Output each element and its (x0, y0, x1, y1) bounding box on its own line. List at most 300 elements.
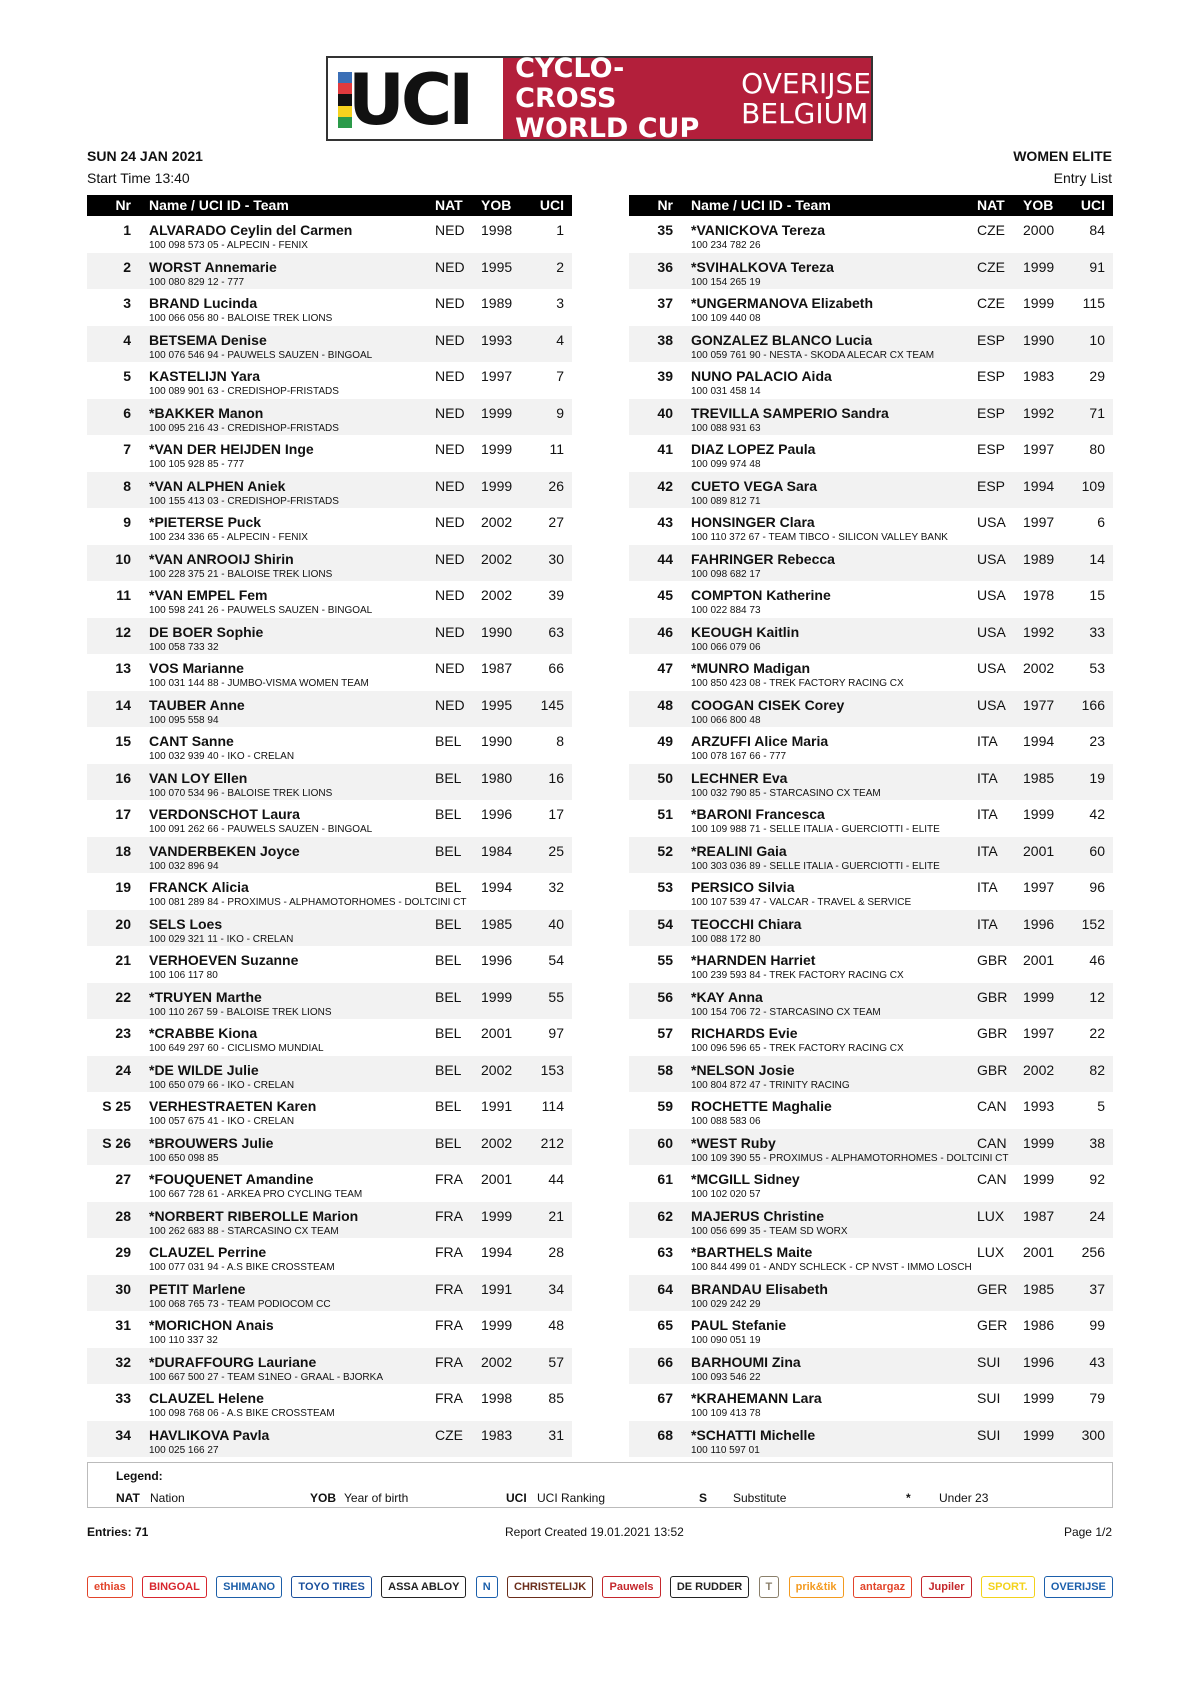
rider-number: 53 (657, 879, 673, 895)
rider-id-team: 100 058 733 32 (149, 641, 219, 653)
rider-name: GONZALEZ BLANCO Lucia (691, 331, 873, 348)
rider-uci-ranking: 14 (1089, 550, 1105, 567)
legend-star-value: Under 23 (939, 1491, 989, 1505)
rider-number: 11 (116, 587, 131, 603)
rider-number: 44 (657, 550, 673, 567)
table-row (87, 216, 572, 253)
rider-id-team: 100 106 117 80 (149, 970, 218, 981)
rider-name: VERDONSCHOT Laura (149, 806, 300, 822)
race-category: WOMEN ELITE (1013, 148, 1112, 164)
sponsor-logo: Pauwels (602, 1576, 660, 1598)
rider-nation: ITA (977, 733, 998, 749)
rider-nation: GER (977, 1280, 1008, 1297)
rider-id-team: 100 239 593 84 - TREK FACTORY RACING CX (691, 970, 904, 981)
rider-id-team: 100 059 761 90 - NESTA - SKODA ALECAR CX TEAM (691, 349, 935, 361)
rider-uci-ranking: 3 (556, 295, 564, 311)
sponsor-logo: T (759, 1576, 780, 1598)
rider-number: 55 (657, 952, 673, 968)
legend-title: Legend: (116, 1469, 163, 1483)
rider-uci-ranking: 28 (548, 1244, 564, 1260)
rider-name: *KAY Anna (691, 988, 763, 1005)
rider-name: *KRAHEMANN Lara (691, 1390, 822, 1406)
rider-yob: 2001 (481, 1171, 513, 1187)
table-row (87, 764, 572, 801)
table-row (87, 1275, 572, 1312)
rider-uci-ranking: 24 (1089, 1207, 1105, 1224)
entries-count: Entries: 71 (87, 1525, 149, 1539)
rider-name: *NORBERT RIBEROLLE Marion (149, 1207, 359, 1224)
rider-id-team: 100 098 768 06 - A.S BIKE CROSSTEAM (149, 1408, 335, 1419)
rider-uci-ranking: 97 (548, 1025, 564, 1041)
rider-name: TREVILLA SAMPERIO Sandra (691, 404, 889, 421)
table-row (87, 399, 572, 436)
rider-uci-ranking: 63 (548, 623, 564, 640)
rider-yob: 2001 (1023, 842, 1055, 859)
rider-nation: BEL (435, 952, 462, 968)
rider-uci-ranking: 32 (548, 879, 564, 895)
table-row (87, 1056, 572, 1093)
rider-id-team: 100 066 079 06 (691, 641, 761, 653)
rider-number: 2 (123, 258, 131, 275)
rider-uci-ranking: 44 (548, 1171, 564, 1187)
rider-id-team: 100 228 375 21 - BALOISE TREK LIONS (149, 568, 333, 580)
rider-id-team: 100 089 901 63 - CREDISHOP-FRISTADS (149, 386, 339, 397)
rider-number: 43 (657, 514, 673, 530)
col-yob: YOB (481, 197, 512, 213)
rider-nation: BEL (435, 1025, 462, 1041)
rider-number: 1 (123, 222, 131, 238)
entry-table-right (629, 195, 1113, 1457)
rider-number: 60 (657, 1134, 673, 1151)
rider-id-team: 100 109 413 78 (691, 1408, 761, 1419)
rider-list (629, 216, 1113, 1457)
rider-number: 32 (115, 1353, 131, 1370)
rider-yob: 1978 (1023, 587, 1055, 603)
rider-yob: 1993 (481, 331, 513, 348)
rider-id-team: 100 093 546 22 (691, 1371, 761, 1383)
rider-uci-ranking: 23 (1089, 733, 1105, 749)
rider-name: VAN LOY Ellen (149, 769, 248, 786)
rider-number: 37 (657, 295, 673, 311)
rider-name: KASTELIJN Yara (149, 368, 261, 384)
rider-name: *DURAFFOURG Lauriane (149, 1353, 317, 1370)
rider-nation: BEL (435, 1098, 462, 1114)
table-row (87, 362, 572, 399)
rider-yob: 2002 (1023, 660, 1055, 676)
rider-yob: 1990 (481, 733, 513, 749)
rider-id-team: 100 155 413 03 - CREDISHOP-FRISTADS (149, 495, 339, 507)
entry-table-left (87, 195, 572, 1457)
legend-nat-value: Nation (150, 1491, 185, 1505)
rider-id-team: 100 066 800 48 (691, 714, 761, 726)
rider-nation: ITA (977, 769, 998, 786)
event-title-line1: CYCLO-CROSS (515, 52, 625, 114)
rider-id-team: 100 096 596 65 - TREK FACTORY RACING CX (691, 1043, 904, 1054)
table-row (629, 326, 1113, 363)
report-created: Report Created 19.01.2021 13:52 (505, 1525, 684, 1539)
rider-name: COMPTON Katherine (691, 587, 831, 603)
rider-yob: 1999 (1023, 258, 1055, 275)
rider-id-team: 100 234 336 65 - ALPECIN - FENIX (149, 532, 308, 543)
rider-number: 8 (123, 477, 131, 494)
rider-number: 18 (115, 842, 131, 859)
rider-yob: 1999 (481, 1207, 513, 1224)
rider-id-team: 100 031 458 14 (691, 386, 761, 397)
rider-uci-ranking: 29 (1089, 368, 1105, 384)
rider-nation: NED (435, 696, 465, 713)
table-row (87, 837, 572, 874)
rider-name: CANT Sanne (149, 733, 234, 749)
table-row (629, 727, 1113, 764)
table-row (87, 253, 572, 290)
rider-name: *VAN ANROOIJ Shirin (149, 550, 294, 567)
rider-name: *BAKKER Manon (149, 404, 264, 421)
rider-uci-ranking: 85 (548, 1390, 564, 1406)
rider-uci-ranking: 38 (1089, 1134, 1105, 1151)
col-uci: UCI (1080, 197, 1105, 213)
rider-nation: BEL (435, 915, 462, 932)
rider-number: 48 (657, 696, 673, 713)
table-row (87, 508, 572, 545)
rider-number: 19 (115, 879, 131, 895)
rider-yob: 1989 (1023, 550, 1055, 567)
rider-id-team: 100 105 928 85 - 777 (149, 459, 245, 470)
rider-number: 54 (657, 915, 673, 932)
rider-nation: FRA (435, 1244, 463, 1260)
rider-name: *MCGILL Sidney (691, 1171, 800, 1187)
rider-yob: 1983 (481, 1426, 513, 1443)
col-name: Name / UCI ID - Team (149, 197, 289, 213)
rider-uci-ranking: 55 (548, 988, 564, 1005)
legend-uci-value: UCI Ranking (537, 1491, 606, 1505)
rider-uci-ranking: 115 (1082, 295, 1105, 311)
rider-yob: 1996 (1023, 915, 1055, 932)
table-row (629, 691, 1113, 728)
col-name: Name / UCI ID - Team (691, 197, 831, 213)
rider-nation: NED (435, 623, 465, 640)
rider-yob: 1993 (1023, 1098, 1055, 1114)
rider-uci-ranking: 71 (1089, 404, 1105, 421)
rider-name: VERHOEVEN Suzanne (149, 952, 299, 968)
rider-nation: CZE (435, 1426, 463, 1443)
rider-yob: 1997 (1023, 514, 1055, 530)
rider-nation: ESP (977, 441, 1006, 457)
sponsor-logo: Jupiler (921, 1576, 971, 1598)
rider-yob: 1999 (1023, 1426, 1055, 1443)
rider-uci-ranking: 26 (548, 477, 564, 494)
rider-nation: NED (435, 258, 465, 275)
col-yob: YOB (1023, 197, 1054, 213)
rider-nation: BEL (435, 879, 462, 895)
rider-id-team: 100 091 262 66 - PAUWELS SAUZEN - BINGOAL (149, 824, 373, 835)
rider-number: 61 (657, 1171, 673, 1187)
rider-uci-ranking: 80 (1089, 441, 1105, 457)
rider-nation: NED (435, 331, 465, 348)
event-title-block (503, 52, 871, 144)
rider-nation: NED (435, 477, 465, 494)
rider-uci-ranking: 9 (556, 404, 564, 421)
rider-number: S 25 (102, 1098, 131, 1114)
rider-yob: 1999 (1023, 1171, 1055, 1187)
rider-number: 57 (657, 1025, 673, 1041)
table-row (629, 764, 1113, 801)
rider-name: *VAN DER HEIJDEN Inge (149, 441, 314, 457)
rider-nation: CZE (977, 295, 1005, 311)
rider-uci-ranking: 153 (540, 1061, 564, 1078)
table-row (87, 654, 572, 691)
rider-id-team: 100 650 079 66 - IKO - CRELAN (149, 1079, 295, 1091)
rider-id-team: 100 098 573 05 - ALPECIN - FENIX (149, 240, 308, 251)
rider-name: *PIETERSE Puck (149, 514, 262, 530)
rider-number: 63 (657, 1244, 673, 1260)
rider-uci-ranking: 30 (548, 550, 564, 567)
rider-name: VOS Marianne (149, 660, 244, 676)
rider-yob: 1997 (481, 368, 513, 384)
rider-uci-ranking: 16 (548, 769, 564, 786)
rider-yob: 1977 (1023, 696, 1055, 713)
rider-nation: SUI (977, 1426, 1001, 1443)
rider-number: 40 (657, 404, 673, 421)
table-row (629, 399, 1113, 436)
sponsor-logo: antargaz (853, 1576, 912, 1598)
rider-yob: 1992 (1023, 623, 1055, 640)
table-row (87, 983, 572, 1020)
rider-uci-ranking: 48 (548, 1317, 564, 1333)
table-row (87, 545, 572, 582)
rider-nation: FRA (435, 1171, 463, 1187)
rider-number: 62 (657, 1207, 673, 1224)
rider-name: HONSINGER Clara (691, 514, 815, 530)
rider-uci-ranking: 4 (556, 331, 564, 348)
table-row (629, 1275, 1113, 1312)
rider-uci-ranking: 40 (548, 915, 564, 932)
rider-nation: USA (977, 660, 1006, 676)
rider-name: ARZUFFI Alice Maria (691, 733, 829, 749)
rider-name: BETSEMA Denise (149, 331, 267, 348)
start-time: Start Time 13:40 (87, 170, 190, 186)
rider-yob: 1996 (1023, 1353, 1055, 1370)
rider-number: 17 (115, 806, 131, 822)
rider-number: 4 (123, 331, 131, 348)
rider-nation: LUX (977, 1207, 1005, 1224)
rider-name: *TRUYEN Marthe (149, 988, 262, 1005)
rider-name: COOGAN CISEK Corey (691, 696, 845, 713)
event-location-city: OVERIJSE (741, 66, 871, 100)
sponsor-logo: N (476, 1576, 498, 1598)
rider-number: 42 (657, 477, 673, 494)
table-row (87, 1129, 572, 1166)
rider-yob: 1987 (1023, 1207, 1055, 1224)
table-row (629, 1202, 1113, 1239)
rider-yob: 1998 (481, 1390, 513, 1406)
rider-uci-ranking: 31 (548, 1426, 564, 1443)
rider-name: TAUBER Anne (149, 696, 245, 713)
rider-id-team: 100 667 500 27 - TEAM S1NEO - GRAAL - BJORKA (149, 1371, 383, 1383)
rider-number: 68 (657, 1426, 673, 1443)
table-row (629, 1348, 1113, 1385)
event-location (715, 66, 871, 130)
rider-name: CUETO VEGA Sara (691, 477, 818, 494)
legend-star-key: * (906, 1491, 911, 1505)
rider-id-team: 100 650 098 85 (149, 1152, 219, 1164)
rider-yob: 1991 (481, 1098, 513, 1114)
rider-uci-ranking: 99 (1089, 1317, 1105, 1333)
rider-yob: 2002 (481, 1134, 513, 1151)
table-row (629, 1129, 1113, 1166)
rider-uci-ranking: 21 (548, 1207, 564, 1224)
col-nat: NAT (977, 197, 1005, 213)
rider-yob: 2002 (481, 1353, 513, 1370)
rider-yob: 2001 (481, 1025, 513, 1041)
rider-nation: ESP (977, 331, 1006, 348)
rider-id-team: 100 088 931 63 (691, 422, 761, 434)
rider-name: BRAND Lucinda (149, 295, 258, 311)
rider-nation: CAN (977, 1098, 1007, 1114)
table-row (87, 1092, 572, 1129)
table-row (87, 1311, 572, 1348)
rider-uci-ranking: 37 (1089, 1280, 1105, 1297)
uci-logo (328, 58, 503, 139)
rider-nation: BEL (435, 842, 462, 859)
rider-number: 7 (123, 441, 131, 457)
rider-yob: 2001 (1023, 1244, 1055, 1260)
rider-nation: ITA (977, 806, 998, 822)
table-row (629, 435, 1113, 472)
rider-name: DIAZ LOPEZ Paula (691, 441, 816, 457)
rider-number: 56 (657, 988, 673, 1005)
rider-uci-ranking: 42 (1089, 806, 1105, 822)
rider-nation: NED (435, 660, 465, 676)
rider-uci-ranking: 300 (1081, 1426, 1105, 1443)
rider-yob: 1995 (481, 696, 513, 713)
rider-nation: NED (435, 295, 465, 311)
rider-id-team: 100 029 321 11 - IKO - CRELAN (149, 933, 294, 945)
legend-nat-key: NAT (116, 1491, 140, 1505)
rider-id-team: 100 095 216 43 - CREDISHOP-FRISTADS (149, 422, 339, 434)
table-row (629, 910, 1113, 947)
rider-yob: 1999 (481, 477, 513, 494)
rider-name: BRANDAU Elisabeth (691, 1280, 828, 1297)
rider-name: *HARNDEN Harriet (691, 952, 816, 968)
rider-yob: 1990 (481, 623, 513, 640)
table-row (87, 326, 572, 363)
rider-number: 3 (123, 295, 131, 311)
rider-nation: ITA (977, 842, 998, 859)
rider-yob: 2000 (1023, 222, 1055, 238)
rider-number: 51 (657, 806, 673, 822)
rider-yob: 1999 (481, 441, 513, 457)
rider-id-team: 100 070 534 96 - BALOISE TREK LIONS (149, 787, 333, 799)
rider-yob: 1990 (1023, 331, 1055, 348)
col-nr: Nr (657, 197, 673, 213)
rider-nation: ITA (977, 879, 998, 895)
legend-yob-value: Year of birth (344, 1491, 409, 1505)
table-row (87, 472, 572, 509)
rider-number: 22 (115, 988, 131, 1005)
rider-name: PETIT Marlene (149, 1280, 246, 1297)
rider-id-team: 100 303 036 89 - SELLE ITALIA - GUERCIOTTI - ELITE (691, 860, 940, 872)
rider-id-team: 100 110 267 59 - BALOISE TREK LIONS (149, 1006, 332, 1018)
rider-yob: 1997 (1023, 879, 1055, 895)
rider-id-team: 100 110 372 67 - TEAM TIBCO - SILICON VALLEY BANK (691, 532, 948, 543)
rider-name: *SCHATTI Michelle (691, 1426, 816, 1443)
rider-id-team: 100 076 546 94 - PAUWELS SAUZEN - BINGOAL (149, 349, 373, 361)
rider-id-team: 100 109 440 08 (691, 313, 761, 324)
rider-nation: USA (977, 514, 1006, 530)
rider-nation: GBR (977, 952, 1008, 968)
rider-number: 28 (115, 1207, 131, 1224)
rider-nation: BEL (435, 988, 462, 1005)
rider-nation: CZE (977, 222, 1005, 238)
rider-yob: 1985 (1023, 1280, 1055, 1297)
rider-name: KEOUGH Kaitlin (691, 623, 800, 640)
table-row (87, 1421, 572, 1458)
rider-uci-ranking: 60 (1089, 842, 1105, 859)
rider-number: 10 (115, 550, 131, 567)
rider-uci-ranking: 6 (1097, 514, 1105, 530)
rider-number: 31 (115, 1317, 131, 1333)
rider-id-team: 100 102 020 57 (691, 1189, 761, 1200)
rider-id-team: 100 077 031 94 - A.S BIKE CROSSTEAM (149, 1262, 335, 1273)
rider-name: *MORICHON Anais (149, 1317, 274, 1333)
rider-nation: NED (435, 222, 465, 238)
rider-name: MAJERUS Christine (691, 1207, 825, 1224)
rider-number: 58 (657, 1061, 673, 1078)
rider-yob: 1997 (1023, 1025, 1055, 1041)
rider-id-team: 100 032 896 94 (149, 860, 219, 872)
sponsor-bar (87, 1556, 1113, 1618)
rider-uci-ranking: 82 (1089, 1061, 1105, 1078)
rider-nation: FRA (435, 1207, 463, 1224)
sponsor-logo: prik&tik (789, 1576, 844, 1598)
rider-yob: 1989 (481, 295, 513, 311)
rider-number: 24 (115, 1061, 131, 1078)
rider-uci-ranking: 145 (540, 696, 564, 713)
rider-name: *VAN ALPHEN Aniek (149, 477, 286, 494)
table-header (87, 195, 572, 216)
rider-name: *MUNRO Madigan (691, 660, 810, 676)
rider-id-team: 100 109 988 71 - SELLE ITALIA - GUERCIOTTI - ELITE (691, 824, 940, 835)
rider-nation: FRA (435, 1353, 463, 1370)
rider-uci-ranking: 27 (548, 514, 564, 530)
sponsor-logo: DE RUDDER (670, 1576, 749, 1598)
table-row (629, 253, 1113, 290)
rider-uci-ranking: 79 (1089, 1390, 1105, 1406)
rider-number: 13 (115, 660, 131, 676)
rider-name: *CRABBE Kiona (149, 1025, 258, 1041)
rider-id-team: 100 107 539 47 - VALCAR - TRAVEL & SERVICE (691, 897, 912, 908)
rider-nation: ITA (977, 915, 998, 932)
table-row (629, 946, 1113, 983)
event-title (503, 54, 715, 144)
rider-id-team: 100 068 765 73 - TEAM PODIOCOM CC (149, 1298, 331, 1310)
rider-yob: 2002 (1023, 1061, 1055, 1078)
rider-yob: 1994 (1023, 733, 1055, 749)
rider-id-team: 100 080 829 12 - 777 (149, 276, 245, 288)
rider-nation: BEL (435, 806, 462, 822)
rider-nation: FRA (435, 1390, 463, 1406)
rider-name: CLAUZEL Perrine (149, 1244, 267, 1260)
rider-id-team: 100 649 297 60 - CICLISMO MUNDIAL (149, 1043, 324, 1054)
rider-id-team: 100 154 706 72 - STARCASINO CX TEAM (691, 1006, 881, 1018)
rider-id-team: 100 667 728 61 - ARKEA PRO CYCLING TEAM (149, 1189, 363, 1200)
sponsor-logo: CHRISTELIJK (507, 1576, 593, 1598)
rider-id-team: 100 850 423 08 - TREK FACTORY RACING CX (691, 678, 904, 689)
rider-number: 50 (657, 769, 673, 786)
table-row (629, 545, 1113, 582)
rider-nation: ESP (977, 477, 1006, 494)
rider-uci-ranking: 5 (1097, 1098, 1105, 1114)
